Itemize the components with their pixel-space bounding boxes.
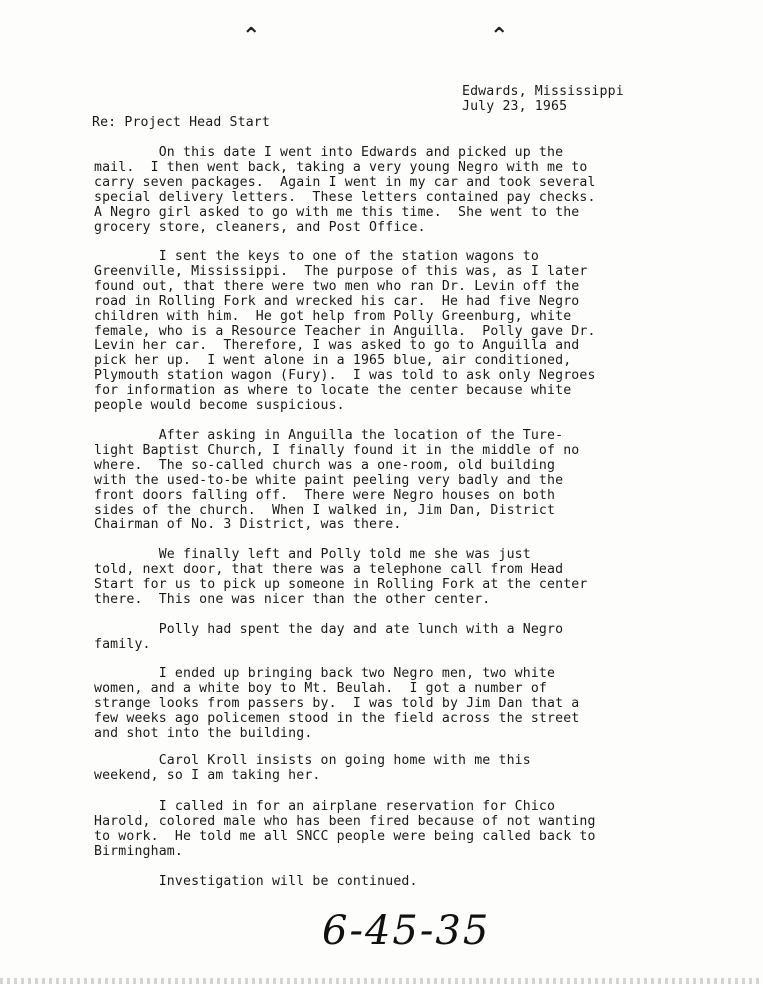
paragraph-line: After asking in Anguilla the location of the Ture- xyxy=(94,428,564,443)
paragraph-line: to work. He told me all SNCC people were being called back to xyxy=(94,828,596,844)
paragraph-line: children with him. He got help from Polly Greenburg, white xyxy=(94,308,572,324)
paragraph-line: Polly had spent the day and ate lunch with a Negro xyxy=(94,622,564,637)
paragraph-line: told, next door, that there was a telephone call from Head xyxy=(94,561,564,577)
paragraph-line: I ended up bringing back two Negro men, two white xyxy=(94,666,556,681)
paragraph-line: sides of the church. When I walked in, Jim Dan, District xyxy=(94,502,556,518)
paragraph-line: Start for us to pick up someone in Rolling Fork at the center xyxy=(94,576,588,592)
paragraph-line: I called in for an airplane reservation for Chico xyxy=(94,799,556,814)
punch-mark-right: ⌃ xyxy=(490,24,509,49)
paragraph-line: A Negro girl asked to go with me this time. She went to the xyxy=(94,204,580,220)
paragraph-line: and shot into the building. xyxy=(94,725,313,741)
paragraph-line: people would become suspicious. xyxy=(94,398,345,413)
paragraph-line: road in Rolling Fork and wrecked his car. He had five Negro xyxy=(94,293,580,309)
paragraph-line: On this date I went into Edwards and picked up the xyxy=(94,145,564,160)
paragraph-line: pick her up. I went alone in a 1965 blue, air conditioned, xyxy=(94,353,572,369)
paragraph-line: women, and a white boy to Mt. Beulah. I got a number of xyxy=(94,680,548,696)
header-date: July 23, 1965 xyxy=(462,99,568,114)
paragraph-line: light Baptist Church, I finally found it in the middle of no xyxy=(94,442,580,458)
paragraph-line: Carol Kroll insists on going home with me this xyxy=(94,753,531,768)
paragraph-line: grocery store, cleaners, and Post Office. xyxy=(94,219,426,235)
subject-line: Re: Project Head Start xyxy=(92,115,270,130)
paragraph-line: there. This one was nicer than the other center. xyxy=(94,591,491,607)
paragraph-line: family. xyxy=(94,636,151,652)
header-place: Edwards, Mississippi xyxy=(462,84,624,99)
paragraph-line: Birmingham. xyxy=(94,843,183,859)
paragraph-line: We finally left and Polly told me she was just xyxy=(94,547,531,562)
paragraph-line: where. The so-called church was a one-room, old building xyxy=(94,457,556,473)
paragraph-line: Investigation will be continued. xyxy=(94,874,418,889)
punch-mark-left: ⌃ xyxy=(242,24,261,49)
handwritten-file-number: 6-45-35 xyxy=(322,908,491,954)
paragraph-line: few weeks ago policemen stood in the field across the street xyxy=(94,710,580,726)
paragraph-line: strange looks from passers by. I was told by Jim Dan that a xyxy=(94,695,580,711)
paragraph-line: front doors falling off. There were Negro houses on both xyxy=(94,487,556,503)
paragraph-line: weekend, so I am taking her. xyxy=(94,767,321,783)
paragraph-line: Plymouth station wagon (Fury). I was told to ask only Negroes xyxy=(94,368,596,384)
paragraph-line: for information as where to locate the center because white xyxy=(94,383,572,399)
scan-edge-artifact xyxy=(0,978,763,984)
paragraph-line: carry seven packages. Again I went in my car and took several xyxy=(94,174,596,190)
paragraph-line: found out, that there were two men who ran Dr. Levin off the xyxy=(94,278,580,294)
paragraph-line: Levin her car. Therefore, I was asked to go to Anguilla and xyxy=(94,338,580,354)
paragraph-line: with the used-to-be white paint peeling very badly and the xyxy=(94,472,564,488)
paragraph-line: Harold, colored male who has been fired because of not wanting xyxy=(94,813,596,829)
paragraph-line: Greenville, Mississippi. The purpose of this was, as I later xyxy=(94,263,588,279)
paragraph-line: female, who is a Resource Teacher in Anguilla. Polly gave Dr. xyxy=(94,323,596,339)
paragraph-line: Chairman of No. 3 District, was there. xyxy=(94,517,402,533)
paragraph-line: special delivery letters. These letters contained pay checks. xyxy=(94,189,596,205)
paragraph-line: I sent the keys to one of the station wagons to xyxy=(94,249,539,264)
paragraph-line: mail. I then went back, taking a very young Negro with me to xyxy=(94,159,588,175)
